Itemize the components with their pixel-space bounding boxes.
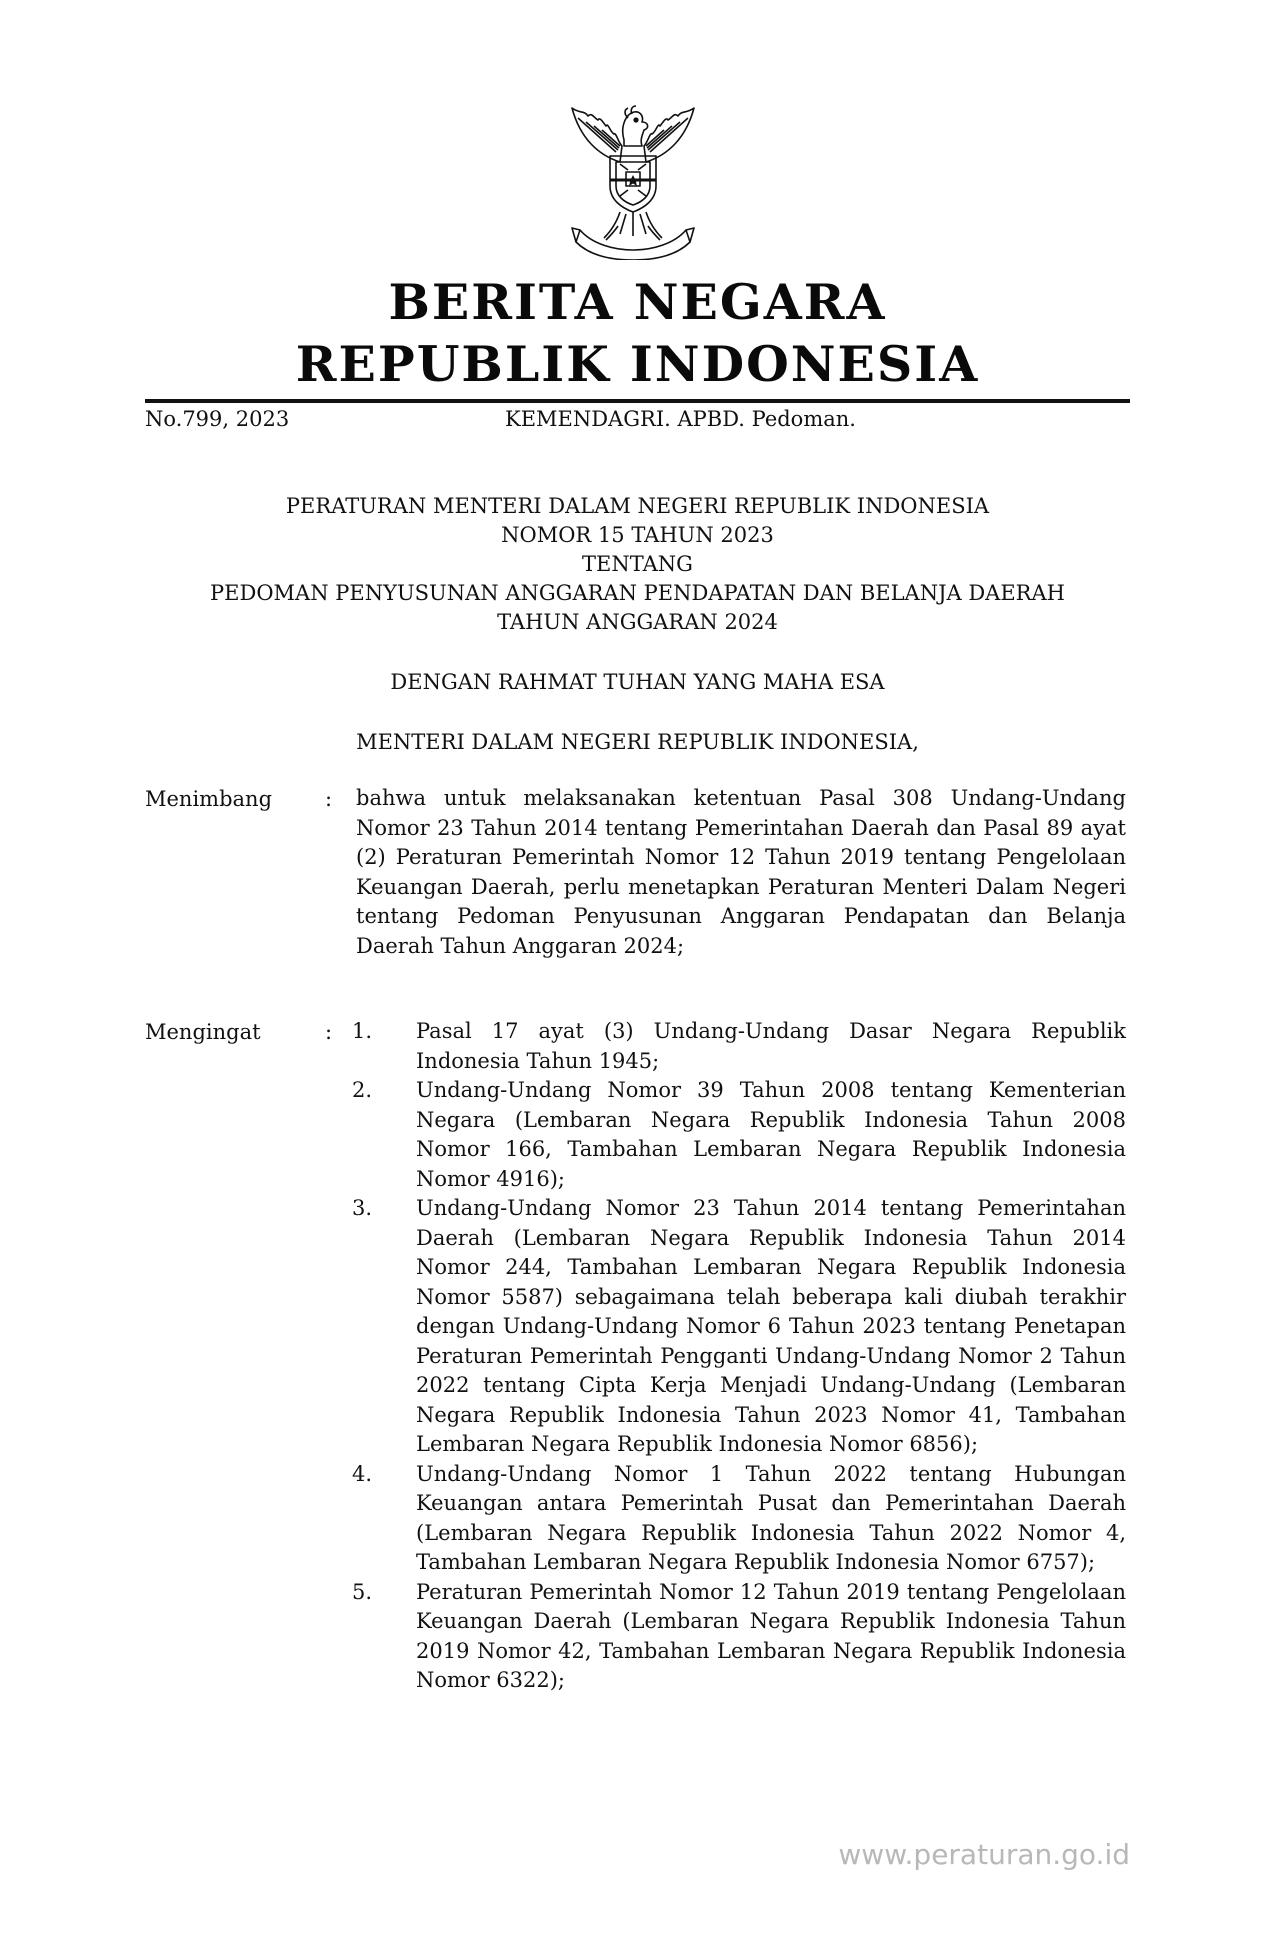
menimbang-label: Menimbang — [145, 787, 273, 811]
regulation-title: PERATURAN MENTERI DALAM NEGERI REPUBLIK INDONESIA — [285, 494, 990, 518]
gazette-category: KEMENDAGRI. APBD. Pedoman. — [505, 407, 856, 431]
regulation-subject: PEDOMAN PENYUSUNAN ANGGARAN PENDAPATAN DAN BELANJA DAERAH — [210, 581, 1065, 605]
list-item — [352, 1017, 1130, 1076]
list-item-text: Pasal 17 ayat (3) Undang-Undang Dasar Negara Republik Indonesia Tahun 1945; — [416, 1019, 1126, 1073]
list-item — [352, 1076, 1130, 1194]
garuda-emblem-icon — [558, 100, 708, 260]
masthead-title-line1: BERITA NEGARA — [388, 273, 887, 331]
footer-url-watermark: www.peraturan.go.id — [838, 1838, 1130, 1871]
list-item-text: Undang-Undang Nomor 39 Tahun 2008 tentang Kementerian Negara (Lembaran Negara Republik Indonesia Tahun 2008 Nomor 166, Tambahan Lembaran Negara Republik Indonesia Nomor 4916); — [416, 1078, 1126, 1191]
list-item-text: Peraturan Pemerintah Nomor 12 Tahun 2019 tentang Pengelolaan Keuangan Daerah (Lembaran Negara Republik Indonesia Tahun 2019 Nomor 42, Tambahan Lembaran Negara Republik Indonesia Nomor 6322); — [416, 1579, 1126, 1692]
menimbang-colon: : — [325, 787, 333, 811]
list-item-number: 2. — [352, 1078, 373, 1102]
regulation-tentang: TENTANG — [582, 552, 693, 576]
list-item-number: 5. — [352, 1579, 373, 1604]
regulation-number: NOMOR 15 TAHUN 2023 — [501, 523, 774, 547]
list-item-number: 4. — [352, 1461, 373, 1486]
masthead-title-line2: REPUBLIK INDONESIA — [295, 335, 980, 393]
list-item — [352, 1194, 1130, 1460]
masthead-divider — [145, 399, 1130, 403]
list-item — [352, 1578, 1130, 1696]
list-item-text: Undang-Undang Nomor 23 Tahun 2014 tentang Pemerintahan Daerah (Lembaran Negara Republik Indonesia Tahun 2014 Nomor 244, Tambahan Lembaran Negara Republik Indonesia Nomor 5587) sebagaimana telah beberapa kali diubah terakhir dengan Undang-Undang Nomor 6 Tahun 2023 tentang Penetapan Peraturan Pemerintah Pengganti Undang-Undang Nomor 2 Tahun 2022 tentang Cipta Kerja Menjadi Undang-Undang (Lembaran Negara Republik Indonesia Tahun 2023 Nomor 41, Tambahan Lembaran Negara Republik Indonesia Nomor 6856); — [416, 1196, 1126, 1456]
mengingat-list — [352, 1017, 1130, 1696]
authority: MENTERI DALAM NEGERI REPUBLIK INDONESIA, — [356, 730, 919, 754]
list-item — [352, 1460, 1130, 1578]
list-item-number: 3. — [352, 1196, 373, 1220]
invocation: DENGAN RAHMAT TUHAN YANG MAHA ESA — [390, 670, 885, 694]
list-item-text: Undang-Undang Nomor 1 Tahun 2022 tentang Hubungan Keuangan antara Pemerintah Pusat dan Pemerintahan Daerah (Lembaran Negara Republik Indonesia Tahun 2022 Nomor 4, Tambahan Lembaran Negara Republik Indonesia Nomor 6757); — [416, 1461, 1126, 1574]
regulation-fiscal-year: TAHUN ANGGARAN 2024 — [497, 610, 778, 634]
gazette-number: No.799, 2023 — [145, 407, 290, 431]
mengingat-label: Mengingat — [145, 1020, 261, 1044]
menimbang-text: bahwa untuk melaksanakan ketentuan Pasal 308 Undang-Undang Nomor 23 Tahun 2014 tentang Pemerintahan Daerah dan Pasal 89 ayat (2) Peraturan Pemerintah Nomor 12 Tahun 2019 tentang Pengelolaan Keuangan Daerah, perlu menetapkan Peraturan Menteri Dalam Negeri tentang Pedoman Penyusunan Anggaran Pendapatan dan Belanja Daerah Tahun Anggaran 2024; — [356, 786, 1126, 958]
mengingat-colon: : — [325, 1020, 333, 1044]
list-item-number: 1. — [352, 1019, 373, 1043]
